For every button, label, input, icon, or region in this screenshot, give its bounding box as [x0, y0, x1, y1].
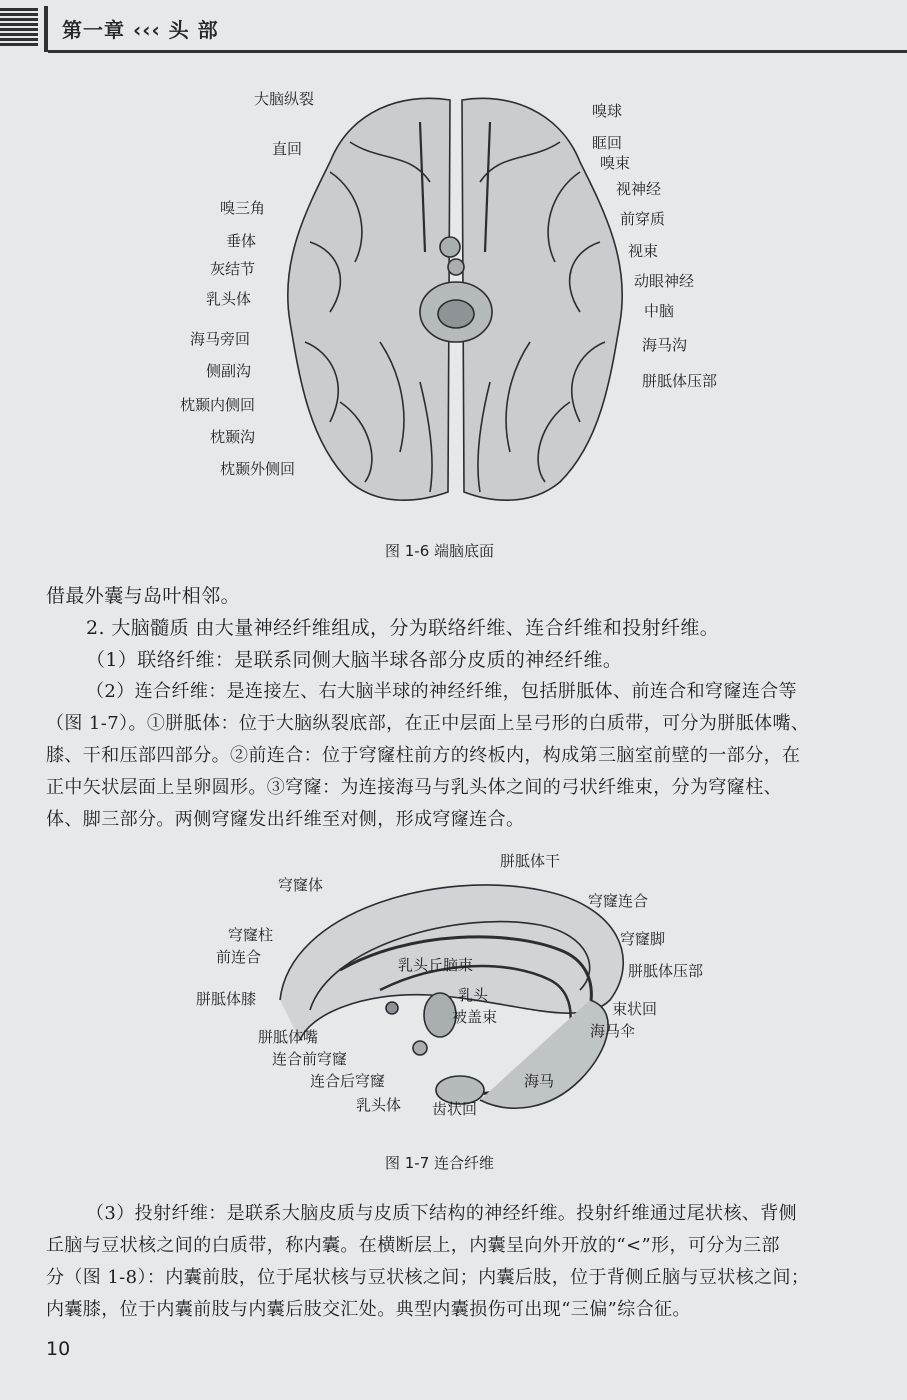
label-body-of-fornix: 穹窿体 [278, 876, 324, 894]
page-number: 10 [46, 1338, 71, 1360]
label-mammillothalamic-tract: 乳头丘脑束 [398, 956, 474, 974]
page-header [0, 0, 907, 60]
figure-brain-base [180, 82, 740, 522]
label-splenium: 胼胝体压部 [642, 372, 718, 390]
label-gyrus-rectus: 直回 [272, 140, 303, 158]
label-hippocampal-sulcus: 海马沟 [642, 336, 688, 354]
label-olfactory-tract: 嗅束 [600, 154, 631, 172]
label-tegmental-tract: 被盖束 [452, 1008, 498, 1026]
paragraph-4-line-5: 体、脚三部分。两侧穹窿发出纤维至对侧，形成穹窿连合。 [46, 809, 525, 830]
label-anterior-perforated-substance: 前穿质 [620, 210, 666, 228]
paragraph-5-line-4: 内囊膝，位于内囊前肢与内囊后肢交汇处。典型内囊损伤可出现“三偏”综合征。 [46, 1299, 691, 1320]
label-orbital-gyri: 眶回 [592, 134, 623, 152]
paragraph-4-line-3: 膝、干和压部四部分。②前连合：位于穹窿柱前方的终板内，构成第三脑室前壁的一部分，在 [46, 745, 801, 766]
label-anterior-commissure: 前连合 [216, 948, 262, 966]
label-body-of-corpus-callosum: 胼胝体干 [500, 852, 561, 870]
label-longitudinal-fissure: 大脑纵裂 [254, 90, 315, 108]
label-fasciolar-gyrus: 束状回 [612, 1000, 658, 1018]
paragraph-4-line-4: 正中矢状层面上呈卵圆形。③穹窿：为连接海马与乳头体之间的弓状纤维束，分为穹窿柱、 [46, 777, 782, 798]
paragraph-5-line-2: 丘脑与豆状核之间的白质带，称内囊。在横断层上，内囊呈向外开放的“<”形，可分为三部 [46, 1235, 780, 1256]
chapter-title: 第一章 ‹‹‹ 头 部 [62, 18, 219, 42]
figure2-caption: 图 1-7 连合纤维 [385, 1154, 495, 1172]
label-genu-of-corpus-callosum: 胼胝体膝 [196, 990, 257, 1008]
label-tuber-cinereum: 灰结节 [210, 260, 256, 278]
header-divider [44, 6, 48, 52]
label-oculomotor-nerve: 动眼神经 [634, 272, 695, 290]
label-crus-of-fornix: 穹窿脚 [620, 930, 666, 948]
figure1-caption: 图 1-6 端脑底面 [385, 542, 495, 560]
label-hippocampus: 海马 [524, 1072, 555, 1090]
paragraph-5-line-3: 分（图 1-8）：内囊前肢，位于尾状核与豆状核之间；内囊后肢，位于背侧丘脑与豆状核之间； [46, 1267, 810, 1288]
label-fimbria-of-hippocampus: 海马伞 [590, 1022, 636, 1040]
label-optic-tract: 视束 [628, 242, 659, 260]
label-collateral-sulcus: 侧副沟 [206, 362, 252, 380]
label-mammillary: 乳头 [458, 986, 489, 1004]
paragraph-2: 2. 大脑髓质 由大量神经纤维组成，分为联络纤维、连合纤维和投射纤维。 [86, 617, 720, 639]
header-stripes [0, 8, 38, 48]
label-lateral-occipitotemporal-gyrus: 枕颞外侧回 [220, 460, 296, 478]
label-precommissural-fornix: 连合前穹窿 [272, 1050, 348, 1068]
label-occipitotemporal-sulcus: 枕颞沟 [210, 428, 256, 446]
label-commissure-of-fornix: 穹窿连合 [588, 892, 649, 910]
label-parahippocampal-gyrus: 海马旁回 [190, 330, 251, 348]
paragraph-1: 借最外囊与岛叶相邻。 [46, 585, 241, 607]
label-column-of-fornix: 穹窿柱 [228, 926, 274, 944]
label-midbrain: 中脑 [644, 302, 675, 320]
label-olfactory-bulb: 嗅球 [592, 102, 623, 120]
header-rule [48, 50, 907, 53]
brain-base-illustration [180, 82, 740, 522]
label-dentate-gyrus: 齿状回 [432, 1100, 478, 1118]
label-olfactory-trigone: 嗅三角 [220, 199, 266, 217]
label-optic-nerve: 视神经 [616, 180, 662, 198]
label-rostrum-of-corpus-callosum: 胼胝体嘴 [258, 1028, 319, 1046]
paragraph-3: （1）联络纤维：是联系同侧大脑半球各部分皮质的神经纤维。 [86, 649, 623, 671]
paragraph-4-line-2: （图 1-7）。①胼胝体：位于大脑纵裂底部，在正中层面上呈弓形的白质带，可分为胼胝体嘴、 [46, 713, 810, 734]
label-splenium-of-corpus-callosum: 胼胝体压部 [628, 962, 704, 980]
commissural-fibers-illustration [180, 850, 750, 1150]
label-mammillary-body: 乳头体 [356, 1096, 402, 1114]
label-postcommissural-fornix: 连合后穹窿 [310, 1072, 386, 1090]
paragraph-4-line-1: （2）连合纤维：是连接左、右大脑半球的神经纤维，包括胼胝体、前连合和穹窿连合等 [86, 681, 798, 702]
label-hypophysis: 垂体 [226, 232, 257, 250]
paragraph-5-line-1: （3）投射纤维：是联系大脑皮质与皮质下结构的神经纤维。投射纤维通过尾状核、背侧 [86, 1203, 798, 1224]
label-medial-occipitotemporal-gyrus: 枕颞内侧回 [180, 396, 256, 414]
figure-commissural-fibers [180, 850, 750, 1150]
label-mammillary-body: 乳头体 [206, 290, 252, 308]
